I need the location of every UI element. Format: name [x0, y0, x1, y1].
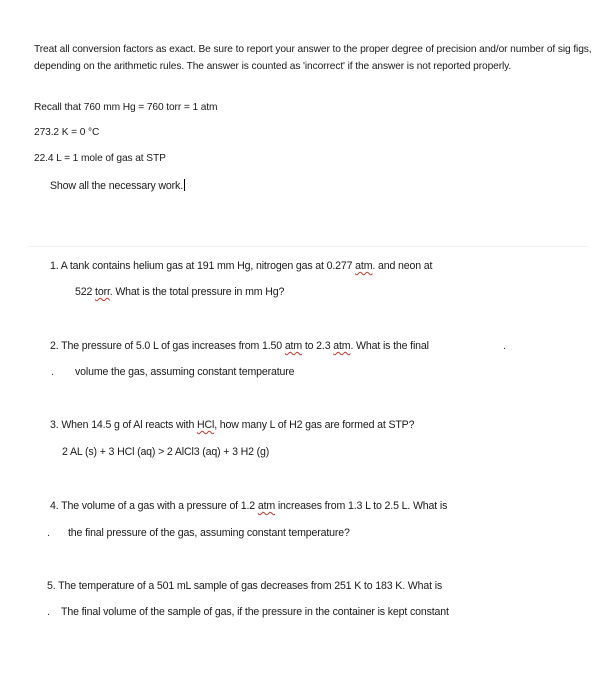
question-3-text-b: , how many L of H2 gas are formed at STP? [214, 419, 415, 431]
question-5-number: 5 [47, 580, 53, 592]
question-4-text-a: 4. The volume of a gas with a pressure of 1.2 [50, 500, 258, 512]
bullet-marker: . [47, 527, 51, 539]
question-2-line-1 [50, 340, 429, 352]
question-2-unit-atm-1: atm [284, 340, 303, 352]
question-1-unit-atm: atm [355, 260, 373, 272]
question-5-line-2: The final volume of the sample of gas, if the pressure in the container is kept constant [61, 606, 449, 618]
question-4-line-1 [50, 500, 447, 512]
bullet-marker: . [503, 340, 507, 352]
question-1-line-2 [75, 286, 284, 298]
question-3-equation: 2 AL (s) + 3 HCl (aq) > 2 AlCl3 (aq) + 3 H2 (g) [62, 446, 270, 458]
question-1-text-d: . What is the total pressure in mm Hg? [109, 286, 285, 298]
question-3-line-1 [50, 419, 414, 431]
question-2-text-mid: to 2.3 [302, 340, 334, 352]
question-1-text-a: 1. A tank contains helium gas at 191 mm Hg, nitrogen gas at 0.277 [50, 260, 356, 272]
question-1-text-b: . and neon at [372, 260, 433, 272]
question-5-line-1 [47, 580, 442, 592]
show-work-line[interactable] [50, 179, 185, 192]
question-2-unit-atm-2: atm [333, 340, 351, 352]
question-3-text-a: 3. When 14.5 g of Al reacts with [50, 419, 197, 431]
kelvin-conversion: 273.2 K = 0 °C [34, 127, 100, 138]
question-1-text-c: 522 [75, 286, 96, 298]
question-4-line-2: the final pressure of the gas, assuming constant temperature? [68, 527, 350, 539]
question-1-unit-torr: torr [95, 286, 110, 298]
question-2-text-b: . What is the final [350, 340, 429, 352]
bullet-marker: . [51, 366, 55, 378]
text-cursor [184, 179, 185, 191]
molar-volume-conversion: 22.4 L = 1 mole of gas at STP [34, 153, 166, 164]
question-4-unit-atm: atm [257, 500, 276, 512]
bullet-marker: . [47, 606, 51, 618]
question-2-text-a: 2. The pressure of 5.0 L of gas increases from 1.50 [50, 340, 285, 352]
show-work-text: Show all the necessary work. [50, 180, 183, 192]
question-4-text-b: increases from 1.3 L to 2.5 L. What is [275, 500, 448, 512]
section-divider [28, 246, 588, 247]
question-3-formula-hcl: HCl [196, 419, 215, 431]
instructions-paragraph: Treat all conversion factors as exact. Be sure to report your answer to the proper degree of precision and/or number of sig figs, depending on the arithmetic rules. The answer is counted as 'incorrect' if the answer is not reported properly. [34, 44, 592, 72]
recall-conversion: Recall that 760 mm Hg = 760 torr = 1 atm [34, 102, 218, 113]
question-5-text-a: . The temperature of a 501 mL sample of gas decreases from 251 K to 183 K. What is [52, 580, 443, 592]
question-2-line-2: volume the gas, assuming constant temperature [75, 366, 295, 378]
question-1-line-1 [50, 260, 432, 272]
